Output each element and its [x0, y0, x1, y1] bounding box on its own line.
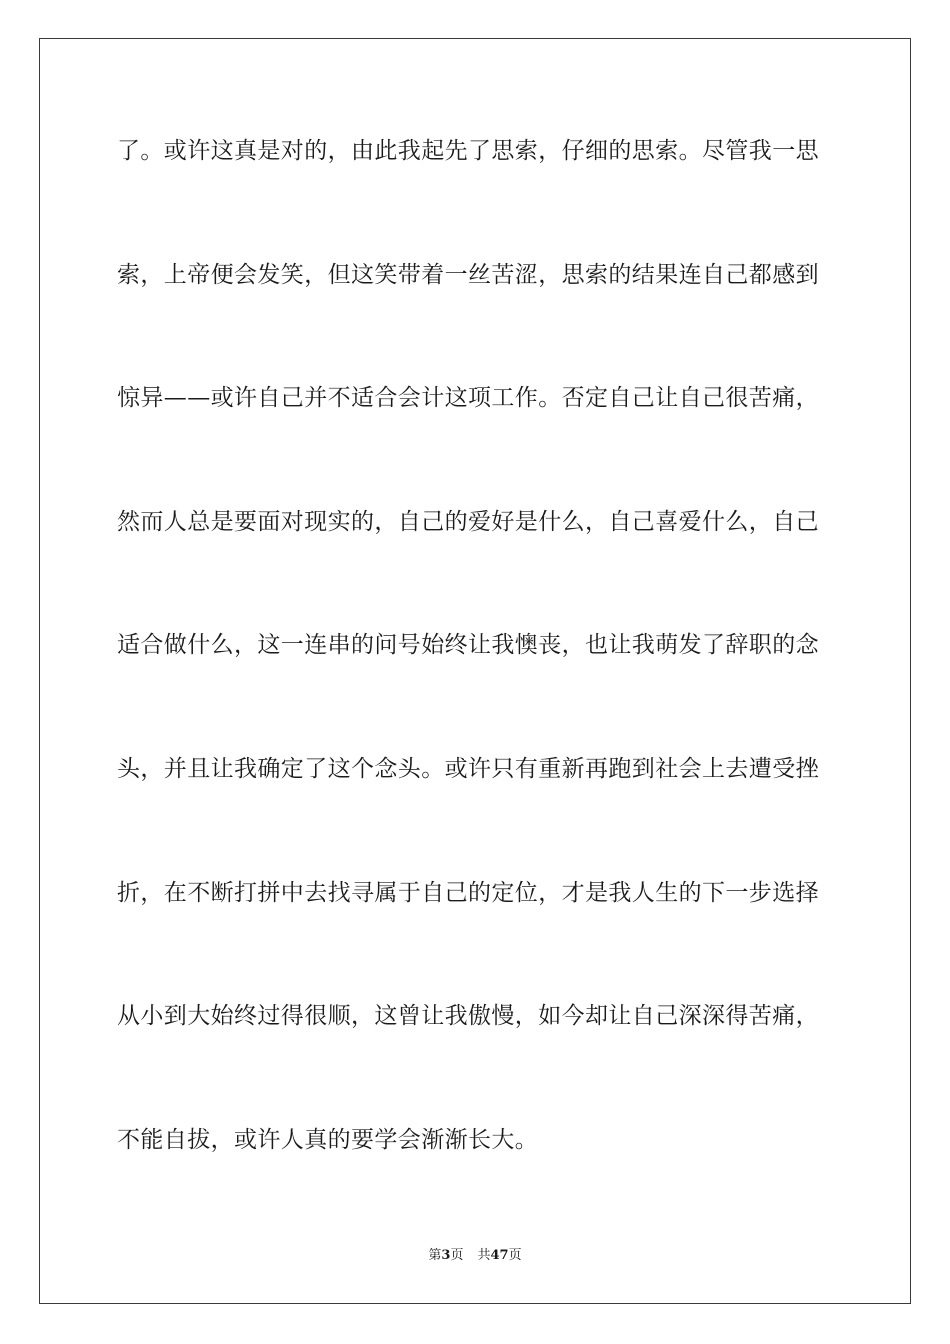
text-line-1: 了。或许这真是对的，由此我起先了思索，仔细的思索。尽管我一思	[117, 138, 819, 164]
page-prefix: 第	[428, 1248, 442, 1263]
text-line-8: 从小到大始终过得很顺，这曾让我傲慢，如今却让自己深深得苦痛，	[117, 1003, 819, 1030]
total-prefix: 共	[477, 1248, 491, 1263]
document-body	[117, 121, 837, 1233]
page-footer	[0, 1246, 950, 1266]
text-line-6: 头，并且让我确定了这个念头。或许只有重新再跑到社会上去遭受挫	[117, 755, 819, 782]
total-suffix: 页	[508, 1248, 522, 1263]
text-line-3: 惊异——或许自己并不适合会计这项工作。否定自己让自己很苦痛，	[117, 385, 819, 412]
total-page-count: 47	[490, 1248, 509, 1263]
text-line-5: 适合做什么，这一连串的问号始终让我懊丧，也让我萌发了辞职的念	[117, 632, 819, 659]
text-line-9: 不能自拔，或许人真的要学会渐渐长大。	[117, 1126, 539, 1153]
page-suffix: 页	[450, 1248, 464, 1263]
current-page-number: 3	[441, 1248, 451, 1263]
text-line-4: 然而人总是要面对现实的，自己的爱好是什么，自己喜爱什么，自己	[117, 508, 819, 535]
text-line-2: 索，上帝便会发笑，但这笑带着一丝苦涩，思索的结果连自己都感到	[117, 261, 819, 288]
text-line-7: 折，在不断打拼中去找寻属于自己的定位，才是我人生的下一步选择	[117, 879, 819, 906]
